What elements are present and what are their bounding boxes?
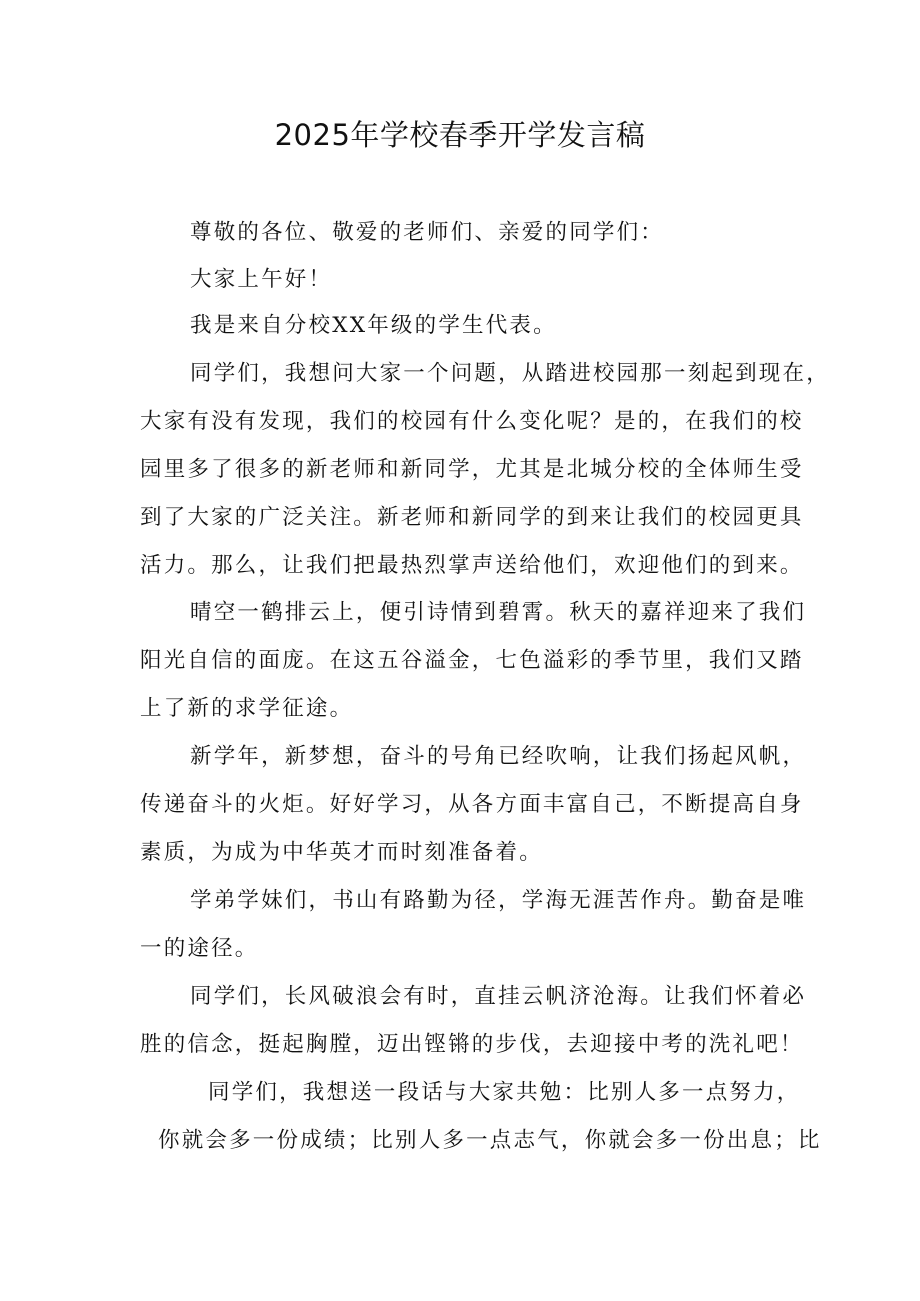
paragraph-line: 上了新的求学征途。 <box>140 696 354 721</box>
paragraph-line: 你就会多一份成绩；比别人多一点志气，你就会多一份出息；比 <box>158 1128 822 1153</box>
paragraph-line: 学弟学妹们，书山有路勤为径，学海无涯苦作舟。勤奋是唯 <box>190 888 807 913</box>
paragraph-line: 活力。那么，让我们把最热烈掌声送给他们，欢迎他们的到来。 <box>140 553 804 578</box>
paragraph-line: 新学年，新梦想，奋斗的号角已经吹响，让我们扬起风帆， <box>190 744 807 769</box>
paragraph-line: 阳光自信的面庞。在这五谷溢金，七色溢彩的季节里，我们又踏 <box>140 648 804 673</box>
paragraph-line: 同学们，长风破浪会有时，直挂云帆济沧海。让我们怀着必 <box>190 984 807 1009</box>
paragraph-line: 同学们，我想送一段话与大家共勉：比别人多一点努力， <box>208 1080 801 1105</box>
paragraph-line: 我是来自分校XX年级的学生代表。 <box>190 313 557 338</box>
paragraph-line: 大家上午好！ <box>190 267 333 292</box>
paragraph-line: 到了大家的广泛关注。新老师和新同学的到来让我们的校园更具 <box>140 505 804 530</box>
paragraph-line: 素质，为成为中华英才而时刻准备着。 <box>140 840 543 865</box>
paragraph-line: 同学们，我想问大家一个问题，从踏进校园那一刻起到现在， <box>190 361 830 386</box>
paragraph-line: 大家有没有发现，我们的校园有什么变化呢？是的，在我们的校 <box>140 409 804 434</box>
document-title: 2025年学校春季开学发言稿 <box>274 118 646 152</box>
paragraph-line: 一的途径。 <box>140 936 259 961</box>
paragraph-line: 晴空一鹤排云上，便引诗情到碧霄。秋天的嘉祥迎来了我们 <box>190 600 807 625</box>
greeting-line: 尊敬的各位、敬爱的老师们、亲爱的同学们： <box>190 220 665 245</box>
paragraph-line: 传递奋斗的火炬。好好学习，从各方面丰富自己，不断提高自身 <box>140 792 804 817</box>
paragraph-line: 胜的信念，挺起胸膛，迈出铿锵的步伐，去迎接中考的洗礼吧！ <box>140 1032 804 1057</box>
paragraph-line: 园里多了很多的新老师和新同学，尤其是北城分校的全体师生受 <box>140 457 804 482</box>
